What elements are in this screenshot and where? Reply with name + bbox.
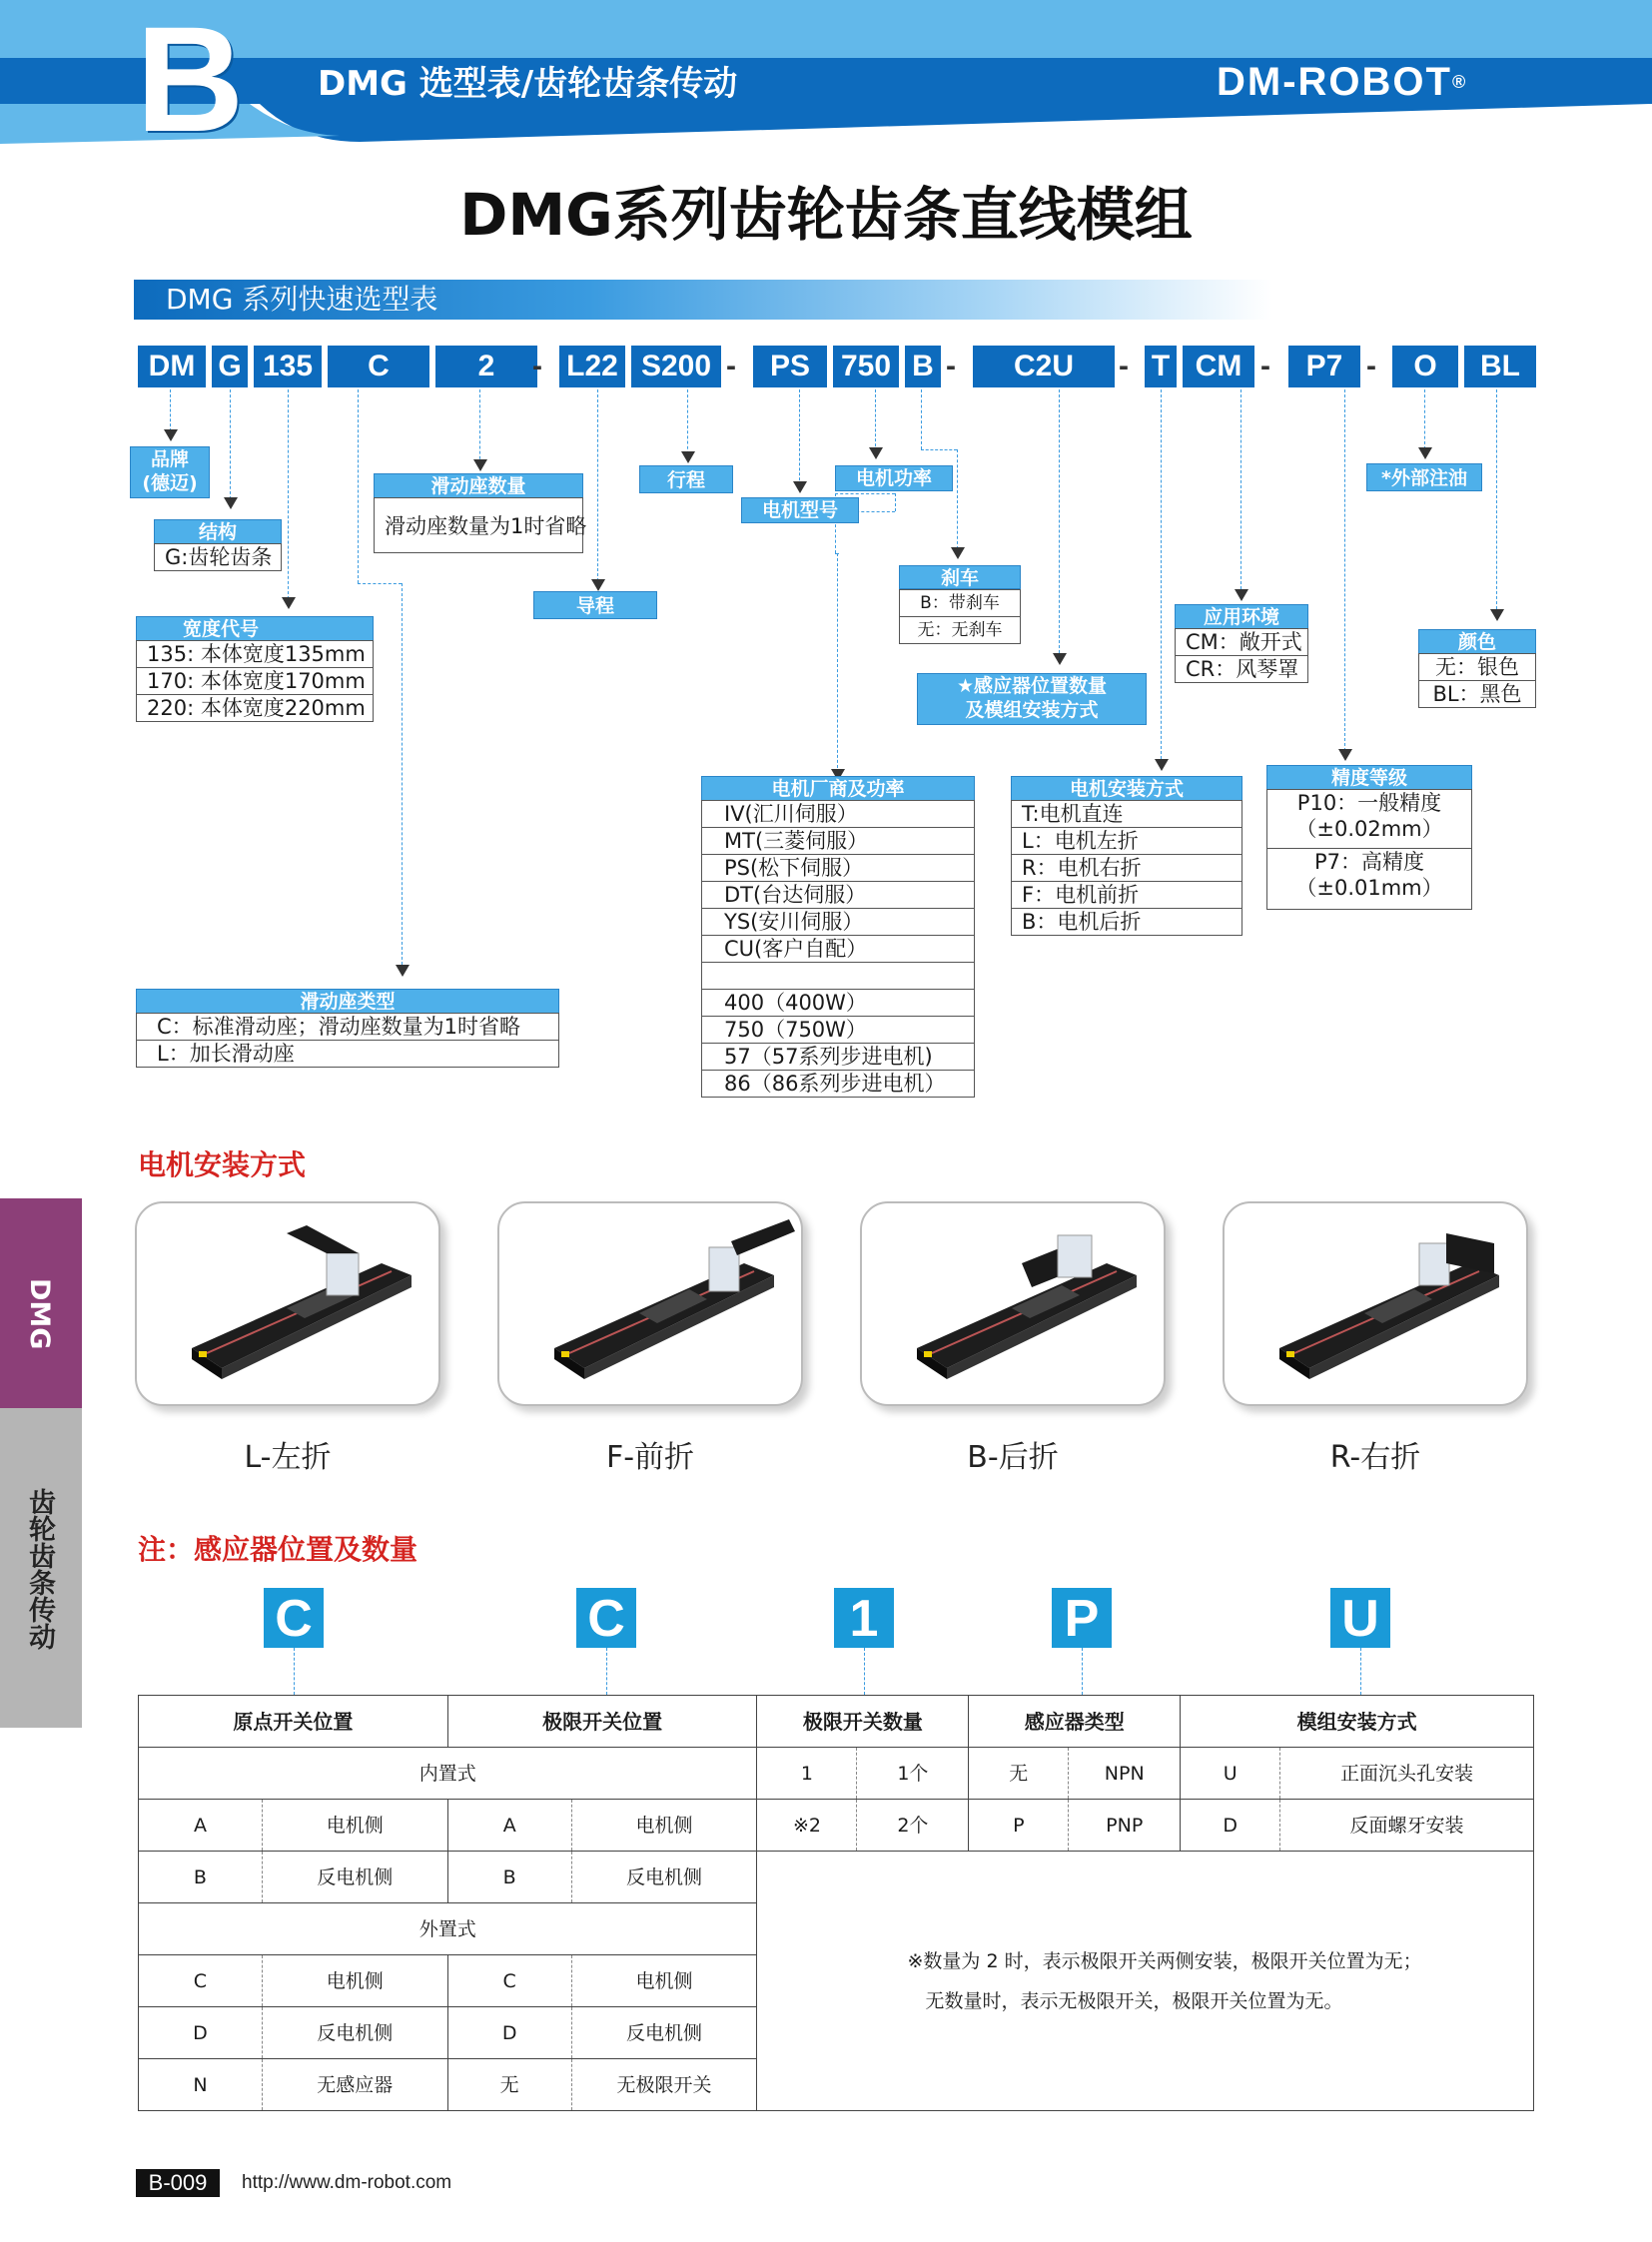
arrow-icon [591,579,605,591]
table-header: 极限开关位置 [447,1696,757,1748]
connector [837,553,838,773]
mount-caption: F-前折 [605,1440,695,1475]
code-stroke: S200 [631,346,721,387]
mount-card-right [1223,1201,1528,1406]
external-label: 外置式 [139,1903,757,1955]
connector [1344,389,1345,751]
code-dash: - [532,350,542,382]
color-box: 无：银色 BL：黑色 [1418,653,1536,708]
connector [687,389,688,459]
connector [957,449,958,549]
connector [402,583,403,965]
brand-logo: DM-ROBOT® [1217,60,1468,104]
sensor-code-letter: C [264,1588,324,1648]
table-cell: C [447,1955,571,2007]
side-tab-category: 齿轮齿条传动 [0,1408,82,1728]
table-header: 模组安装方式 [1181,1696,1534,1748]
precision-box: P10：一般精度 （±0.02mm） P7：高精度 （±0.01mm） [1266,789,1472,910]
connector [835,493,895,494]
table-cell: 2个 [857,1800,969,1852]
table-cell: 1个 [857,1748,969,1800]
arrow-icon [951,547,965,559]
table-cell: ※2 [757,1800,857,1852]
sensor-code-letter: C [576,1588,636,1648]
linear-module-icon [137,1203,438,1404]
connector [895,493,896,511]
arrow-icon [1490,609,1504,621]
mount-card-back [860,1201,1166,1406]
label-brake: 刹车 [899,565,1021,589]
table-cell: D [447,2007,571,2059]
mount-section-title: 电机安装方式 [138,1148,307,1181]
mount-caption: R-右折 [1329,1440,1421,1475]
code-motor-power: 750 [833,346,899,387]
arrow-icon [869,447,883,459]
label-lead: 导程 [533,591,657,619]
table-cell: A [139,1800,263,1852]
builtin-label: 内置式 [139,1748,757,1800]
connector [921,389,922,449]
label-width: 宽度代号 [136,616,374,642]
table-cell: 无感应器 [262,2059,447,2111]
arrow-icon [1235,589,1248,601]
label-color: 颜色 [1418,629,1536,655]
label-motor-power: 电机功率 [835,465,953,491]
table-cell: 正面沉头孔安装 [1280,1748,1534,1800]
mount-caption: B-后折 [967,1440,1059,1475]
label-structure: 结构 [154,519,282,545]
code-lead: L22 [559,346,625,387]
connector [1240,389,1241,589]
connector [230,389,231,499]
connector [864,1648,865,1695]
linear-module-icon [1225,1203,1526,1404]
table-cell: A [447,1800,571,1852]
table-cell: 电机侧 [571,1955,757,2007]
sensor-code-letter: U [1330,1588,1390,1648]
connector [1059,389,1060,653]
motor-vendor-box: IV(汇川伺服） MT(三菱伺服） PS(松下伺服） DT(台达伺服） YS(安川伺服） CU(客户自配） 400（400W） 750（750W） 57（57系列步进电机) 86（86系列步进电机） [701,800,975,1098]
arrow-icon [681,451,695,463]
table-cell: 无 [447,2059,571,2111]
sensor-code-letter: 1 [834,1588,894,1648]
slider-qty-box: 滑动座数量为1时省略 [374,497,583,553]
mount-card-front [497,1201,803,1406]
arrow-icon [282,597,296,609]
code-dash: - [1260,350,1270,382]
slider-type-box: C：标准滑动座；滑动座数量为1时省略 L：加长滑动座 [136,1013,559,1068]
page-title: DMG系列齿轮齿条直线模组 [459,181,1193,249]
table-cell: 反电机侧 [262,1852,447,1903]
linear-module-icon [499,1203,801,1404]
code-color: BL [1464,346,1536,387]
arrow-icon [1418,447,1432,459]
table-cell: 反面螺牙安装 [1280,1800,1534,1852]
table-header: 感应器类型 [969,1696,1181,1748]
connector [799,389,800,485]
code-dm: DM [138,346,206,387]
arrow-icon [1155,759,1169,771]
table-cell: D [1181,1800,1280,1852]
header-letter: B [136,0,245,163]
table-cell: 电机侧 [571,1800,757,1852]
sensor-section-title: 注：感应器位置及数量 [138,1533,418,1566]
width-box: 135: 本体宽度135mm 170: 本体宽度170mm 220: 本体宽度220mm [136,640,374,722]
linear-module-icon [862,1203,1164,1404]
connector [1161,389,1162,759]
arrow-icon [793,481,807,493]
table-cell: N [139,2059,263,2111]
code-slider-qty: 2 [435,346,537,387]
table-cell: U [1181,1748,1280,1800]
code-motor-mount: T [1145,346,1177,387]
label-slider-qty: 滑动座数量 [374,473,583,499]
arrow-icon [396,965,410,977]
table-cell: 1 [757,1748,857,1800]
connector [1360,1648,1361,1695]
header-title: DMG 选型表/齿轮齿条传动 [318,64,738,104]
label-precision: 精度等级 [1266,765,1472,791]
table-cell: C [139,1955,263,2007]
label-motor-vendor: 电机厂商及功率 [701,776,975,802]
connector [606,1648,607,1695]
code-dash: - [1119,350,1129,382]
page-number: B-009 [136,2169,220,2197]
code-dash: - [1366,350,1376,382]
table-cell: 反电机侧 [262,2007,447,2059]
connector [597,389,598,581]
table-cell: B [139,1852,263,1903]
sensor-table [138,1695,1534,2111]
connector [288,389,289,599]
connector [921,449,957,450]
code-dash: - [946,350,956,382]
arrow-icon [1053,653,1067,665]
table-cell: 电机侧 [262,1955,447,2007]
arrow-icon [1338,749,1352,761]
section-bar [134,280,1272,320]
label-motor-mount: 电机安装方式 [1011,776,1242,802]
label-env: 应用环境 [1175,604,1308,630]
label-sensor: ★感应器位置数量 及模组安装方式 [917,673,1147,725]
structure-box: G:齿轮齿条 [154,543,282,571]
table-cell: B [447,1852,571,1903]
label-stroke: 行程 [639,465,733,493]
mount-caption: L-左折 [244,1440,332,1475]
connector [358,389,359,583]
brake-box: B：带刹车 无：无刹车 [899,589,1021,644]
code-oil: O [1392,346,1458,387]
code-g: G [212,346,248,387]
code-motor-model: PS [753,346,827,387]
arrow-icon [473,459,487,471]
table-cell: 电机侧 [262,1800,447,1852]
table-cell: P [969,1800,1069,1852]
label-oil: *外部注油 [1366,463,1482,491]
table-cell: D [139,2007,263,2059]
section-title: DMG 系列快速选型表 [166,283,438,316]
label-motor-model: 电机型号 [741,497,859,523]
connector [1082,1648,1083,1695]
arrow-icon [164,429,178,441]
sensor-note: ※数量为 2 时，表示极限开关两侧安装，极限开关位置为无； 无数量时，表示无极限开关，极限开关位置为无。 [757,1852,1534,2111]
connector [358,583,402,584]
footer-url[interactable]: http://www.dm-robot.com [242,2172,452,2193]
label-slider-type: 滑动座类型 [136,989,559,1015]
motor-mount-box: T:电机直连 L：电机左折 R：电机右折 F：电机前折 B：电机后折 [1011,800,1242,936]
table-cell: 无 [969,1748,1069,1800]
table-cell: PNP [1069,1800,1181,1852]
table-cell: 反电机侧 [571,1852,757,1903]
connector [294,1648,295,1695]
connector [1496,389,1497,609]
code-slider-type: C [328,346,429,387]
side-tab-dmg: DMG [0,1198,82,1408]
code-sensor: C2U [973,346,1115,387]
code-precision: P7 [1288,346,1360,387]
env-box: CM：敞开式 CR：风琴罩 [1175,628,1308,683]
table-header: 极限开关数量 [757,1696,969,1748]
code-env: CM [1183,346,1254,387]
table-cell: 反电机侧 [571,2007,757,2059]
mount-card-left [135,1201,440,1406]
arrow-icon [224,497,238,509]
connector [479,389,480,469]
code-brake: B [905,346,941,387]
connector [170,389,171,431]
table-cell: 无极限开关 [571,2059,757,2111]
connector [875,389,876,451]
table-header: 原点开关位置 [139,1696,448,1748]
sensor-code-letter: P [1052,1588,1112,1648]
code-width: 135 [254,346,322,387]
table-cell: NPN [1069,1748,1181,1800]
label-brand: 品牌 (德迈) [130,446,210,498]
code-dash: - [726,350,736,382]
connector [1424,389,1425,449]
